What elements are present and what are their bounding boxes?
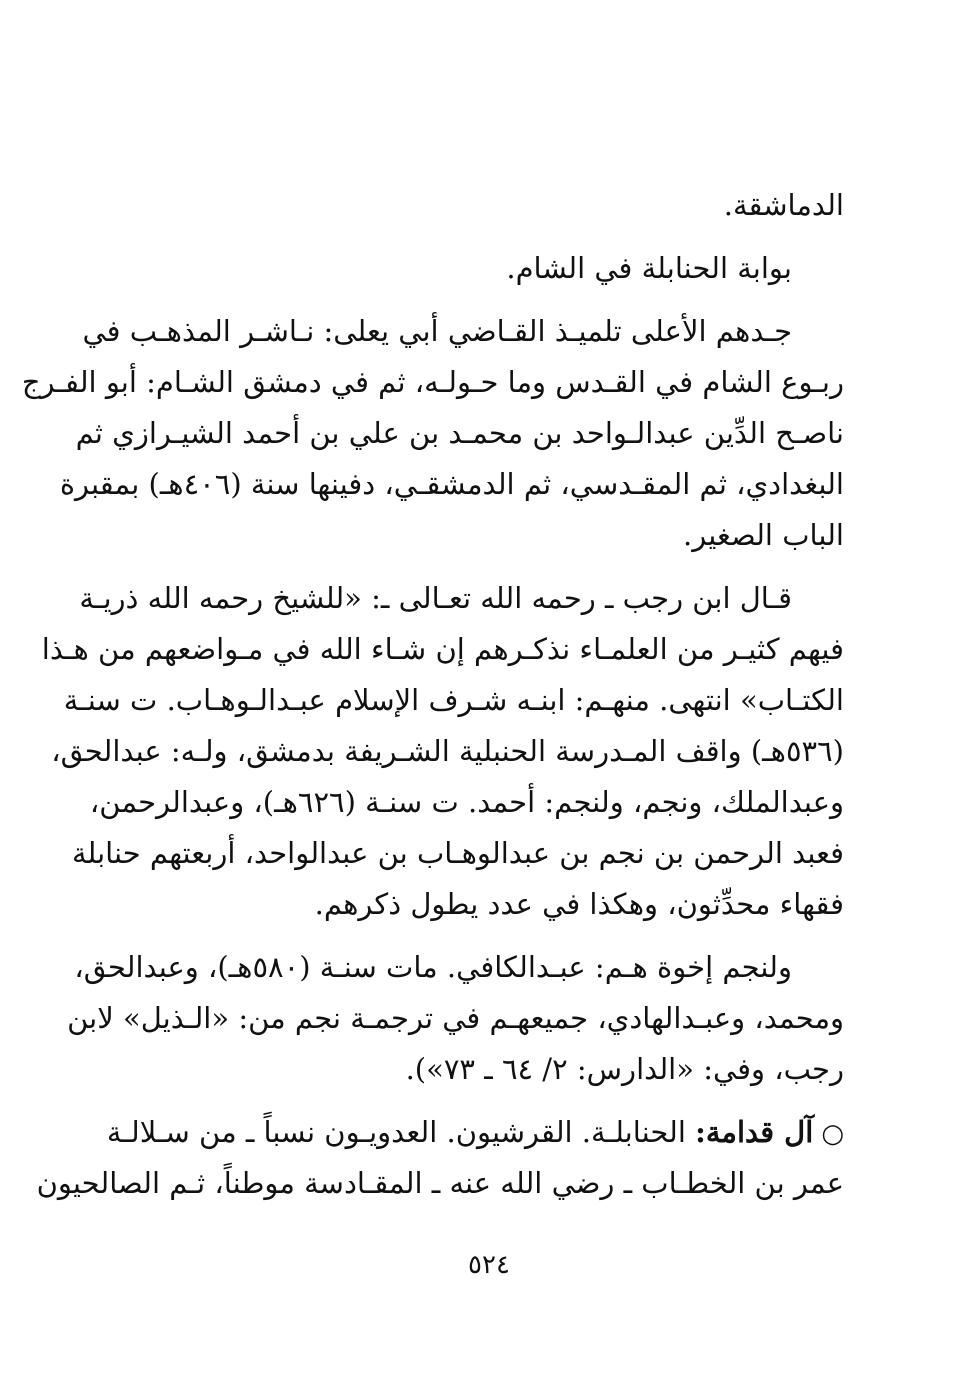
text-line: ناصـح الدِّين عبدالـواحد بن محمـد بن علي بن أحمد الشيـرازي ثم <box>75 416 844 450</box>
text-line: بوابة الحنابلة في الشام. <box>506 251 792 285</box>
text-line: فقهاء محدِّثون، وهكذا في عدد يطول ذكرهم. <box>314 887 844 921</box>
page-number: ٥٢٤ <box>468 1250 510 1280</box>
text-line: وعبدالملك، ونجم، ولنجم: أحمد. ت سنـة (٦٢٦هـ)، وعبدالرحمن، <box>89 785 844 819</box>
text-line: (٥٣٦هـ) واقف المـدرسة الحنبلية الشـريفة بدمشق، ولـه: عبدالحق، <box>51 734 844 768</box>
paragraph <box>41 573 844 930</box>
text-line: فعبد الرحمن بن نجم بن عبدالوهـاب بن عبدالواحد، أربعتهم حنابلة <box>71 836 844 870</box>
text-line: فيهم كثيـر من العلمـاء نذكـرهم إن شـاء الله في مـواضعهم من هـذا <box>41 632 844 666</box>
entry-first-line <box>106 1107 844 1158</box>
text-line: عمر بن الخطـاب ـ رضي الله عنه ـ المقـادسة موطناً، ثـم الصالحيون <box>36 1166 844 1200</box>
text-line: الكتـاب» انتهى. منهـم: ابنـه شـرف الإسلام عبـدالـوهـاب. ت سنـة <box>63 683 844 717</box>
paragraph <box>21 306 844 561</box>
text-line: ومحمد، وعبـدالهادي، جميعهـم في ترجمـة نجم من: «الـذيل» لابن <box>67 1001 844 1035</box>
circle-bullet-icon: ○ <box>821 1119 844 1149</box>
text-line: ولنجم إخوة هـم: عبـدالكافي. مات سنـة (٥٨٠هـ)، وعبدالحق، <box>74 950 792 984</box>
page-body <box>21 180 844 1209</box>
text-line: الباب الصغير. <box>682 518 844 552</box>
entry-heading: آل قدامة: <box>695 1115 814 1149</box>
paragraph <box>67 942 844 1095</box>
text-line: قـال ابن رجب ـ رحمه الله تعـالى ـ: «للشيخ رحمه الله ذريـة <box>79 581 792 615</box>
text-line: ربـوع الشام في القـدس وما حـولـه، ثم في دمشق الشـام: أبو الفـرج <box>21 365 844 399</box>
text-line: رجب، وفي: «الدارس: ٢/ ٦٤ ـ ٧٣»). <box>405 1052 844 1086</box>
entry-text: الحنابلـة. القرشيون. العدويـون نسباً ـ من سـلالـة <box>106 1115 686 1149</box>
text-line: الدماشقة. <box>723 188 844 222</box>
entry <box>36 1107 844 1209</box>
text-line: البغدادي، ثم المقـدسي، ثم الدمشقـي، دفينها سنة (٤٠٦هـ) بمقبرة <box>59 467 844 501</box>
text-line: جـدهم الأعلى تلميـذ القـاضي أبي يعلى: نـاشـر المذهـب في <box>82 314 792 348</box>
